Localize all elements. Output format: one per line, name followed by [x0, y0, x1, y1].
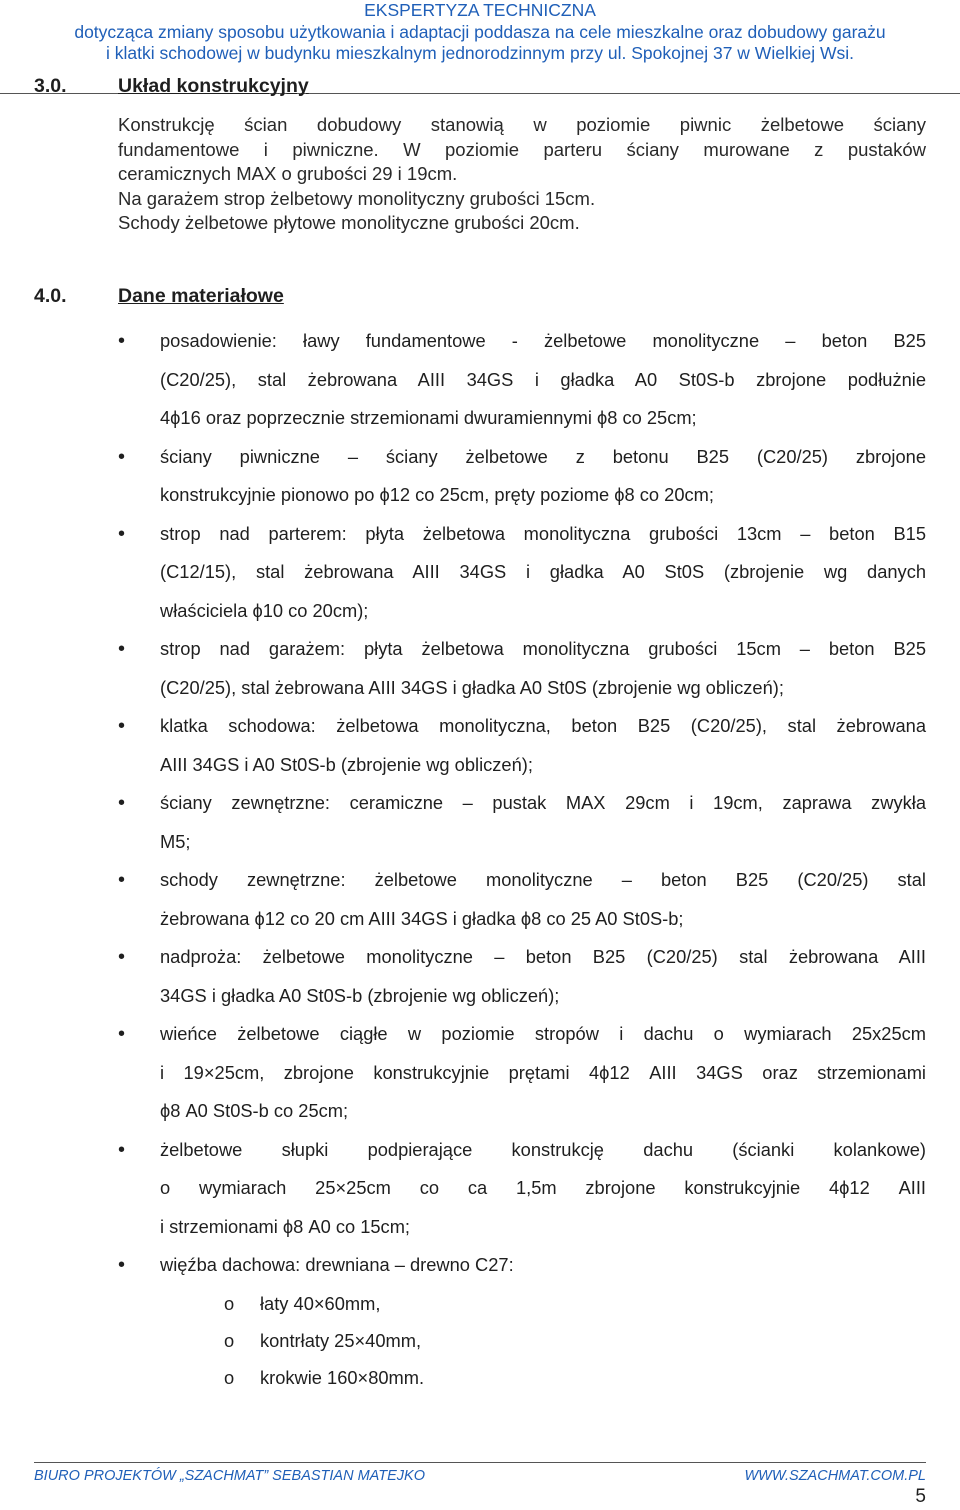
footer-company: BIURO PROJEKTÓW „SZACHMAT” SEBASTIAN MATEJKO — [34, 1468, 425, 1484]
material-item — [118, 1246, 926, 1396]
material-line: i strzemionami ϕ8 A0 co 15cm; — [160, 1215, 411, 1237]
material-line: • żelbetowe słupki podpierające konstrukcję dachu (ścianki kolankowe) — [160, 1138, 926, 1160]
material-line: • nadproża: żelbetowe monolityczne – beton B25 (C20/25) stal żebrowana AIII — [160, 946, 926, 967]
material-line: (C12/15), stal żebrowana AIII 34GS i gładka A0 St0S (zbrojenie wg danych — [160, 561, 926, 582]
material-line: o wymiarach 25×25cm co ca 1,5m zbrojone konstrukcyjnie 4ϕ12 AIII — [160, 1177, 926, 1198]
material-line: ϕ8 A0 St0S-b co 25cm; — [160, 1100, 349, 1121]
footer-website: WWW.SZACHMAT.COM.PL — [744, 1468, 926, 1484]
material-line: konstrukcyjnie pionowo po ϕ12 co 25cm, pręty poziome ϕ8 co 20cm; — [160, 484, 714, 505]
header-subtitle-line1: dotycząca zmiany sposobu użytkowania i adaptacji poddasza na cele mieszkalne oraz dobudowy garażu — [74, 21, 886, 42]
material-line: (C20/25), stal żebrowana AIII 34GS i gładka A0 St0S (zbrojenie wg obliczeń); — [160, 676, 784, 698]
header-subtitle-line2: i klatki schodowej w budynku mieszkalnym jednorodzinnym przy ul. Spokojnej 37 w Wielkiej Wsi. — [106, 43, 854, 63]
material-item — [118, 1131, 926, 1247]
material-line: • schody zewnętrzne: żelbetowe monolityczne – beton B25 (C20/25) stal — [160, 869, 926, 890]
material-line: • klatka schodowa: żelbetowa monolityczna, beton B25 (C20/25), stal żebrowana — [160, 715, 926, 736]
page-number: 5 — [915, 1486, 926, 1507]
material-line: • ściany zewnętrzne: ceramiczne – pustak MAX 29cm i 19cm, zaprawa zwykła — [160, 792, 926, 813]
section-3-line: Konstrukcję ścian dobudowy stanowią w poziomie piwnic żelbetowe ściany — [118, 114, 926, 135]
document-header — [0, 0, 960, 65]
material-line: właściciela ϕ10 co 20cm); — [160, 599, 369, 621]
section-3-body — [118, 113, 926, 236]
material-line: • wieńce żelbetowe ciągłe w poziomie stropów i dachu o wymiarach 25x25cm — [160, 1023, 926, 1044]
sub-list-item: o kontrłaty 25×40mm, — [224, 1322, 926, 1359]
material-item — [118, 322, 926, 438]
section-3-number: 3.0. — [34, 75, 67, 97]
material-line: żebrowana ϕ12 co 20 cm AIII 34GS i gładka ϕ8 co 25 A0 St0S-b; — [160, 907, 684, 929]
section-4-title: Dane materiałowe — [118, 285, 284, 307]
material-item — [118, 707, 926, 784]
section-3-title: Układ konstrukcyjny — [118, 75, 309, 97]
material-item — [118, 515, 926, 631]
materials-list — [118, 322, 926, 1396]
material-line: • ściany piwniczne – ściany żelbetowe z betonu B25 (C20/25) zbrojone — [160, 445, 926, 467]
material-item — [118, 630, 926, 707]
material-item — [118, 938, 926, 1015]
material-line: • posadowienie: ławy fundamentowe - żelbetowe monolityczne – beton B25 — [160, 330, 926, 351]
section-3-line: fundamentowe i piwniczne. W poziomie parteru ściany murowane z pustaków — [118, 138, 926, 160]
material-line: 4ϕ16 oraz poprzecznie strzemionami dwuramiennymi ϕ8 co 25cm; — [160, 407, 697, 428]
material-line: 34GS i gładka A0 St0S-b (zbrojenie wg obliczeń); — [160, 984, 560, 1006]
roof-truss-sublist — [160, 1285, 926, 1396]
material-line: (C20/25), stal żebrowana AIII 34GS i gładka A0 St0S-b zbrojone podłużnie — [160, 368, 926, 390]
material-line: M5; — [160, 830, 191, 852]
footer-divider — [34, 1462, 926, 1463]
material-item — [118, 438, 926, 515]
material-line: AIII 34GS i A0 St0S-b (zbrojenie wg obliczeń); — [160, 753, 533, 775]
material-item — [118, 1015, 926, 1131]
material-item — [118, 861, 926, 938]
material-line: i 19×25cm, zbrojone konstrukcyjnie prętami 4ϕ12 AIII 34GS oraz strzemionami — [160, 1061, 926, 1083]
sub-list-item: o krokwie 160×80mm. — [224, 1359, 926, 1396]
sub-list-item: o łaty 40×60mm, — [224, 1285, 926, 1322]
section-4-number: 4.0. — [34, 285, 67, 307]
section-3-line: Schody żelbetowe płytowe monolityczne grubości 20cm. — [118, 212, 580, 233]
section-3-line: ceramicznych MAX o grubości 29 i 19cm. — [118, 163, 458, 184]
section-3-line: Na garażem strop żelbetowy monolityczny grubości 15cm. — [118, 187, 596, 209]
material-line: • więźba dachowa: drewniana – drewno C27: — [160, 1254, 514, 1275]
material-line: • strop nad garażem: płyta żelbetowa monolityczna grubości 15cm – beton B25 — [160, 638, 926, 659]
header-title: EKSPERTYZA TECHNICZNA — [364, 0, 596, 20]
material-line: • strop nad parterem: płyta żelbetowa monolityczna grubości 13cm – beton B15 — [160, 522, 926, 544]
material-item — [118, 784, 926, 861]
